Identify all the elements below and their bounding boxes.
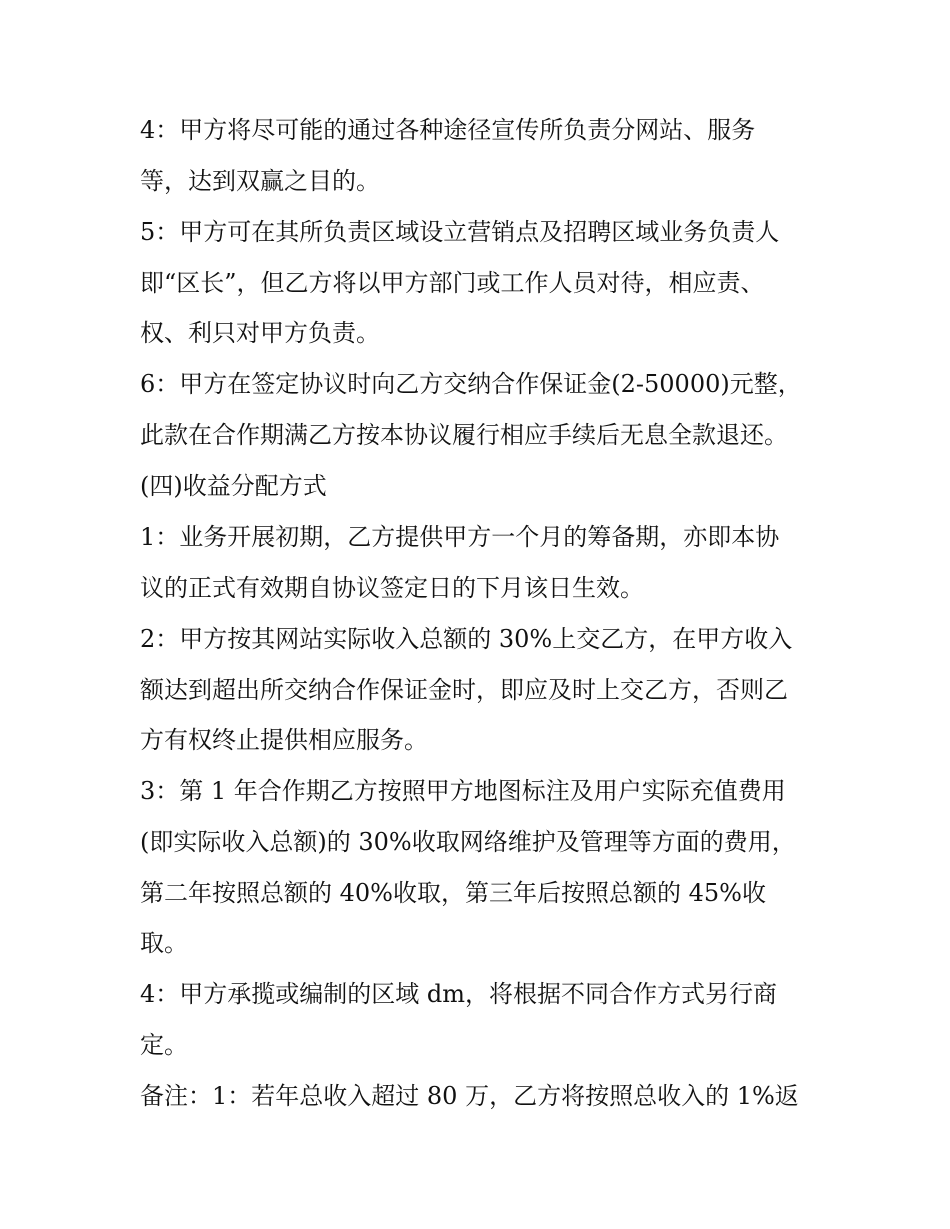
- text-line: 1：业务开展初期，乙方提供甲方一个月的筹备期，亦即本协: [140, 523, 780, 551]
- section-heading: (四)收益分配方式: [140, 472, 327, 500]
- text-line: 方有权终止提供相应服务。: [140, 726, 428, 754]
- text-line: 权、利只对甲方负责。: [140, 319, 380, 347]
- text-line: 第二年按照总额的 40%收取，第三年后按照总额的 45%收: [140, 879, 766, 907]
- text-line: 此款在合作期满乙方按本协议履行相应手续后无息全款退还。: [140, 421, 788, 449]
- text-line: 4：甲方承揽或编制的区域 dm，将根据不同合作方式另行商: [140, 980, 778, 1008]
- text-line: 议的正式有效期自协议签定日的下月该日生效。: [140, 574, 644, 602]
- text-line: 2：甲方按其网站实际收入总额的 30%上交乙方，在甲方收入: [140, 625, 793, 653]
- text-line: 4：甲方将尽可能的通过各种途径宣传所负责分网站、服务: [140, 116, 756, 144]
- text-line: 5：甲方可在其所负责区域设立营销点及招聘区域业务负责人: [140, 218, 780, 246]
- text-line: 备注：1：若年总收入超过 80 万，乙方将按照总收入的 1%返: [140, 1082, 799, 1110]
- text-line: 等，达到双赢之目的。: [140, 167, 380, 195]
- text-line: 3：第 1 年合作期乙方按照甲方地图标注及用户实际充值费用: [140, 777, 786, 805]
- text-line: 额达到超出所交纳合作保证金时，即应及时上交乙方，否则乙: [140, 676, 788, 704]
- text-line: (即实际收入总额)的 30%收取网络维护及管理等方面的费用，: [140, 828, 796, 856]
- text-line: 取。: [140, 929, 188, 957]
- text-line: 6：甲方在签定协议时向乙方交纳合作保证金(2-50000)元整，: [140, 370, 802, 398]
- text-line: 定。: [140, 1031, 188, 1059]
- text-line: 即“区长”，但乙方将以甲方部门或工作人员对待，相应责、: [140, 269, 765, 297]
